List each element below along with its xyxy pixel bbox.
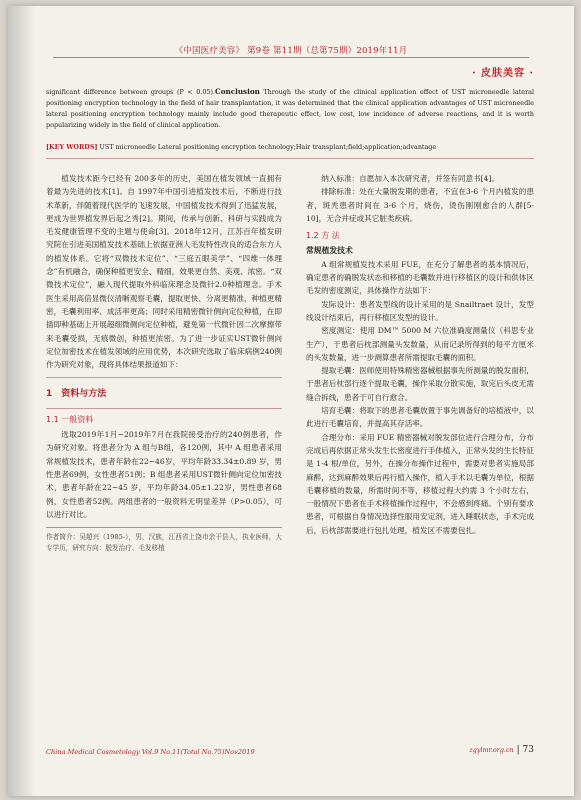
running-header: 《中国医疗美容》 第9卷 第11期（总第75期）2019年11月 <box>174 46 408 56</box>
general-data-paragraph: 选取2019年1月~2019年7月在我院接受治疗的240例患者，作为研究对象。将患者分为 A 组与B组，各120例，其中 A 组患者采用常规植发技术，患者年龄在22~46岁，平均年龄33.34±0.89 岁，男性患者69例，女性患者51例；B 组患者采用UST微针侧向定位加密技术，患者年龄在22~45 岁，平均年龄34.05±1.22岁，男性患者68例，女性患者52例。两组患者的一般资料无明显差异（P>0.05），可以进行对比。 <box>46 430 282 519</box>
header-divider <box>53 57 529 58</box>
intro-paragraph: 植发技术距今已经有 200多年的历史，美国在植发领域一直拥有着最为先进的技术[1]。自 1997年中国引进植发技术后，不断进行技术革新，伴随着现代医学的飞速发展，中国植发技术得到了迅猛发展，更成为世界植发界后起之秀[2]。期间，传承与创新、科研与实践成为毛发健康管理不变的主题与使命[3]。2018年12月，江苏百年植发研究院在引进美国植发技术基础上依据亚洲人毛发特性改良的适合东方人的植发体系。它将“双微技术定位”、“三庭五眼美学”、“四维一体理念”有机融合，确保种植更安全、精细，效果更自然、美观、浓密。“双微技术定位”，融入现代提取外科临床理念及微针2.0种植理念。手术医生采用高倍显微仪清晰观察毛囊，提取更快、分离更精准，种植更精密，毛囊利用率、成活率更高；同时采用精密微针侧向定位种植，在即插即种基础上开展超细微侧向定位种植，避免第一代微针因二次摩擦带来毛囊受损，无痕微创，种植更浓密。为了进一步证实UST微针侧向定位加密技术在植发领域的应用优势，本次研究选取了临床病例240例作为研究对象，现将具体结果报道如下： <box>46 174 282 370</box>
exclusion-criteria: 排除标准：处在大量脱发期的患者，不宜在3-6 个月内植发的患者，斑秃患者时间在 3-6 个月，烧伤，烫伤刚刚愈合的人群[5-10]，无合并症或其它脏类疾病。 <box>306 187 534 223</box>
abstract-tail <box>46 86 534 131</box>
subsection-heading-general: 1.1 一般资料 <box>46 414 94 424</box>
subsection-heading-methods: 1.2 方 法 <box>306 231 340 241</box>
conclusion-text: Through the study of the clinical application effect of UST microneedle lateral positioning encryption technology in the field of hair transplantation, it was determined that the clinical application advantages of UST microneedle lateral positioning encryption technology mainly include good therapeutic effect, low cost, low incidence of adverse reactions, and it is worth popularizing widely in the field of clinical application. <box>46 88 534 129</box>
culture-paragraph: 培育毛囊：将取下的患者毛囊放置于事先调备好的培植液中，以此进行毛囊培育，并提高其存活率。 <box>306 406 534 429</box>
hairline-design-paragraph: 发际设计：患者发型线的设计采用的是 Snailtraet 设计，发型线设计结束后，再行移植区发型的设计。 <box>306 299 534 322</box>
inclusion-criteria: 纳入标准：自愿加入本次研究者，并签有同意书[4]。 <box>321 174 500 183</box>
extraction-paragraph: 提取毛囊：医师使用特殊精密器械根据事先所测量的脱发面积，于患者后枕部行逐个提取毛囊，操作采取分散实施，取完后头皮无需缝合拆线，患者于可自行愈合。 <box>306 366 534 402</box>
conclusion-label: Conclusion <box>214 87 260 96</box>
author-note: 作者简介：吴超兴（1985-），男，汉族，江西省上饶市余干县人，执业医师，大专学历，研究方向：脱发治疗、毛发移植 <box>46 533 282 553</box>
keywords-text: UST microneedle Lateral positioning encryption technology;Hair transplant;field;application;advantage <box>97 143 437 151</box>
keywords <box>46 142 534 152</box>
page-number: | 73 <box>516 745 534 755</box>
section-heading-materials-methods: 1 资料与方法 <box>46 389 107 400</box>
section-divider <box>46 377 282 378</box>
method-paragraph: A 组常规植发技术采用 FUE，在充分了解患者的基本情况后，确定患者的确脱发状态和移植的毛囊数并进行移植区的设计和供体区毛发的密度测定，具体操作方法如下： <box>306 259 534 296</box>
keywords-label: [KEY WORDS] <box>46 143 98 151</box>
binding-shadow <box>8 6 36 796</box>
distribution-paragraph: 合理分布：采用 FUE 精密器械对脱发部位进行合理分布，分布完成后再依据正常头发生长密度进行手体植入，正常头发的生长特征是 1-4 根/单位，另外，在操分布操作过程中，需要对患者实施局部麻醉，达到麻醉效果后再行植入操作，植入手术以毛囊为单位，根据毛囊移植的数量，所需时间不等，移植过程大约需 3 个小时左右，一般情况下患者在手术移植操作过程中，不会感到疼痛。个别有要求患者，可根据自身情况选择性服用安定剂，进入睡眠状态，手术完成后，后枕部需要进行包扎处理，植发区不需要包扎。 <box>306 432 534 535</box>
abstract-lead: significant difference between groups (P < 0.05). <box>46 88 215 96</box>
footer-url: zgylmr.org.cn <box>469 746 514 754</box>
method-heading-conventional: 常规植发技术 <box>306 246 353 256</box>
density-paragraph: 密度测定：使用 DM™ 5000 M 六位准确度测量仪（科思专业生产），于患者后枕部测量头发数量，从而记录所得到的每平方厘米的头发数量，进一步测算患者所需提取毛囊的面积。 <box>306 326 534 362</box>
abstract-divider <box>46 158 534 159</box>
left-column <box>46 172 282 554</box>
footer-journal: China Medical Cosmetology Vol.9 No.11(Total No.75)Nov2019 <box>46 748 255 756</box>
footnote-divider <box>46 527 282 528</box>
journal-page <box>8 6 574 796</box>
section-tag: · 皮肤美容 · <box>472 68 534 79</box>
right-column <box>306 172 534 537</box>
footer-page <box>469 745 534 755</box>
section-divider <box>46 408 282 409</box>
